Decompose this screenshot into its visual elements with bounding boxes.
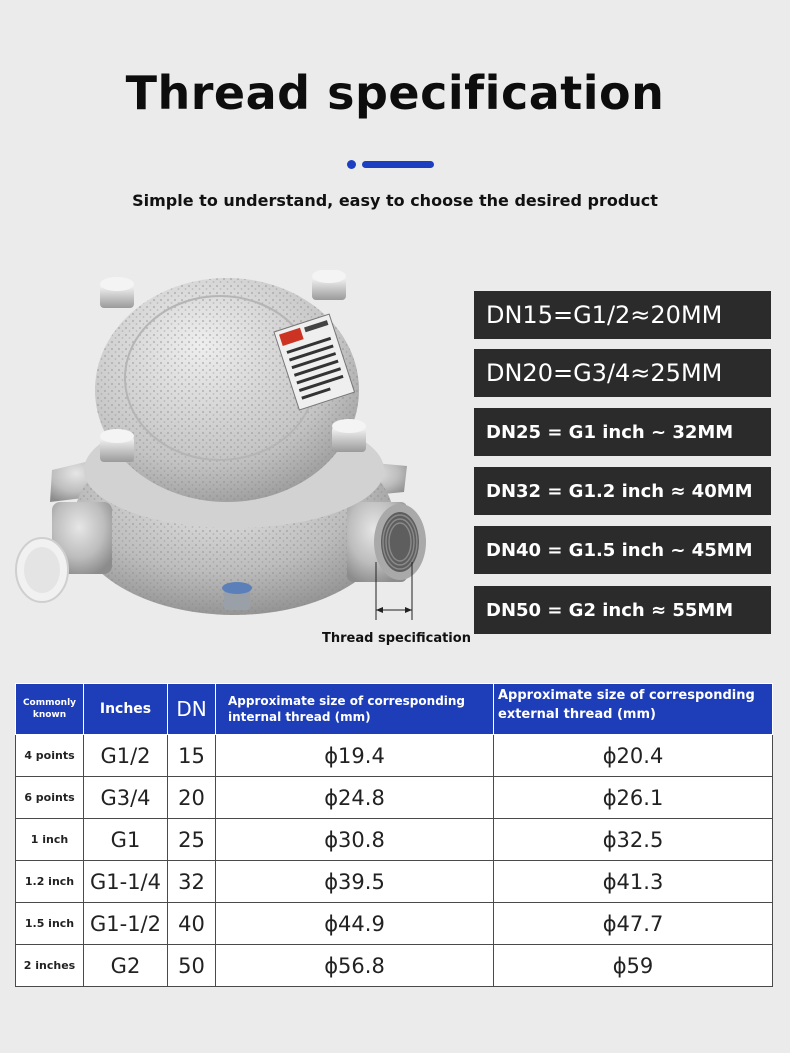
cell-inches: G1: [84, 819, 168, 861]
page-title: Thread specification: [125, 66, 665, 120]
cell-dn: 32: [168, 861, 216, 903]
cell-external: ϕ59: [494, 945, 773, 987]
table-row: [16, 777, 773, 819]
cell-inches: G2: [84, 945, 168, 987]
cell-inches: G1-1/2: [84, 903, 168, 945]
thread-spec-callout: Thread specification: [322, 631, 471, 646]
table-row: [16, 945, 773, 987]
cell-dn: 25: [168, 819, 216, 861]
spec-box-dn50: DN50 = G2 inch ≈ 55MM: [474, 586, 771, 634]
cell-internal: ϕ24.8: [216, 777, 494, 819]
col-header-inches: Inches: [84, 684, 168, 735]
junction-box-image: [12, 270, 467, 650]
cell-internal: ϕ39.5: [216, 861, 494, 903]
col-header-external-thread: Approximate size of corresponding external thread (mm): [494, 684, 773, 735]
cell-internal: ϕ44.9: [216, 903, 494, 945]
cell-dn: 15: [168, 735, 216, 777]
col-header-internal-thread: Approximate size of corresponding internal thread (mm): [216, 684, 494, 735]
cell-inches: G3/4: [84, 777, 168, 819]
spec-box-dn32: DN32 = G1.2 inch ≈ 40MM: [474, 467, 771, 515]
cell-external: ϕ20.4: [494, 735, 773, 777]
table-row: [16, 861, 773, 903]
cell-external: ϕ47.7: [494, 903, 773, 945]
cell-dn: 50: [168, 945, 216, 987]
cell-inches: G1-1/4: [84, 861, 168, 903]
cell-known: 6 points: [16, 777, 84, 819]
cell-external: ϕ26.1: [494, 777, 773, 819]
title-decoration-dot: [347, 160, 356, 169]
title-decoration-bar: [362, 161, 434, 168]
cell-internal: ϕ19.4: [216, 735, 494, 777]
cell-external: ϕ32.5: [494, 819, 773, 861]
spec-box-dn15: DN15=G1/2≈20MM: [474, 291, 771, 339]
table-row: [16, 903, 773, 945]
cell-known: 4 points: [16, 735, 84, 777]
spec-box-dn25: DN25 = G1 inch ~ 32MM: [474, 408, 771, 456]
cell-dn: 40: [168, 903, 216, 945]
thread-spec-table: [15, 683, 773, 987]
cell-known: 2 inches: [16, 945, 84, 987]
spec-box-dn40: DN40 = G1.5 inch ~ 45MM: [474, 526, 771, 574]
cell-internal: ϕ56.8: [216, 945, 494, 987]
col-header-commonly-known: Commonly known: [16, 684, 84, 735]
cell-external: ϕ41.3: [494, 861, 773, 903]
cell-dn: 20: [168, 777, 216, 819]
cell-inches: G1/2: [84, 735, 168, 777]
cell-known: 1.2 inch: [16, 861, 84, 903]
col-header-dn: DN: [168, 684, 216, 735]
table-header-row: [16, 684, 773, 735]
cell-internal: ϕ30.8: [216, 819, 494, 861]
spec-box-dn20: DN20=G3/4≈25MM: [474, 349, 771, 397]
cell-known: 1 inch: [16, 819, 84, 861]
cell-known: 1.5 inch: [16, 903, 84, 945]
table-row: [16, 819, 773, 861]
page-subtitle: Simple to understand, easy to choose the desired product: [132, 191, 658, 210]
table-row: [16, 735, 773, 777]
